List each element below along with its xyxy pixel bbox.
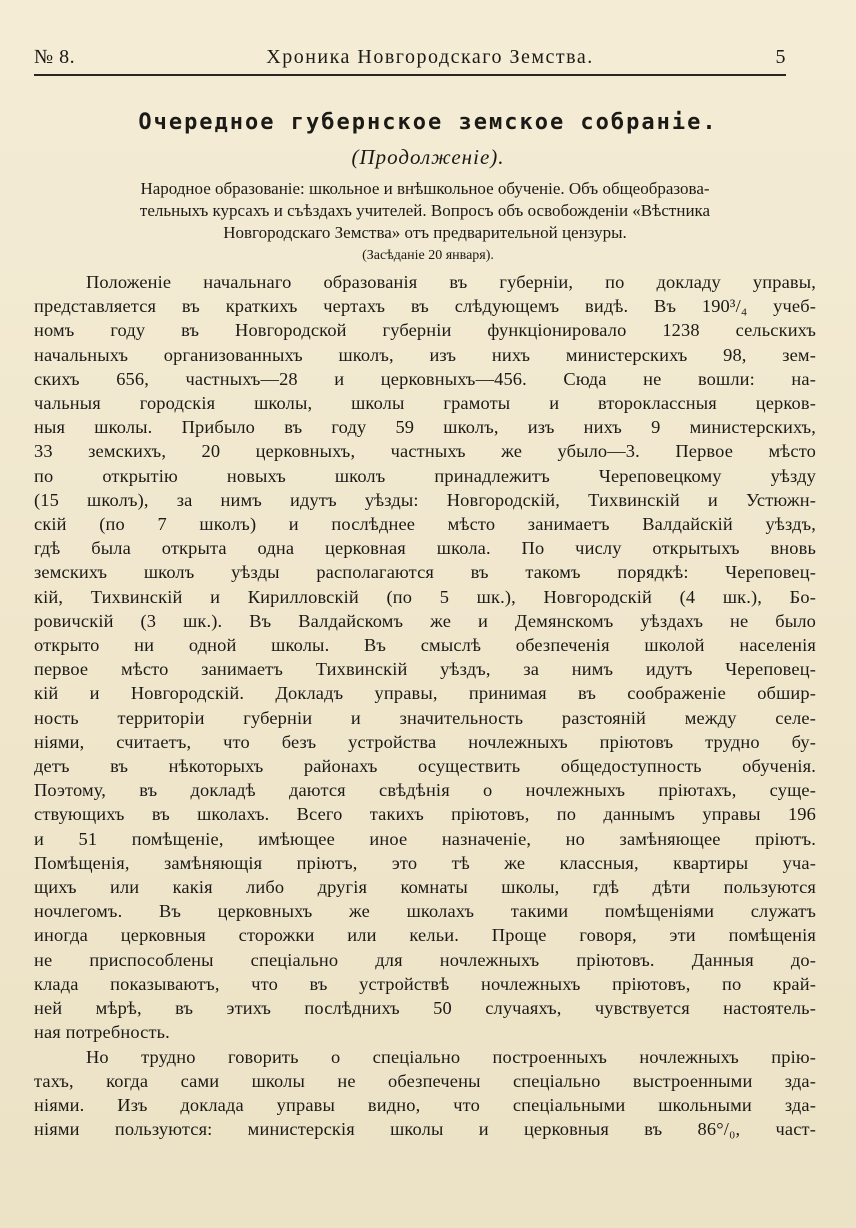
article-title: Очередное губернское земское собранiе. bbox=[138, 110, 718, 135]
text-line: гдѣ была открыта одна церковная школа. По числу открытыхъ вновь bbox=[34, 538, 816, 559]
text-line: ровичскiй (3 шк.). Въ Валдайскомъ же и Демянскомъ уѣздахъ не было bbox=[34, 610, 816, 631]
article-body bbox=[34, 270, 816, 1141]
text-line: щихъ или какiя либо другiя комнаты школы, гдѣ дѣти пользуются bbox=[34, 877, 816, 898]
text-line: Поэтому, въ докладѣ даются свѣдѣнiя о ночлежныхъ прiютахъ, суще- bbox=[34, 780, 816, 801]
text-line: первое мѣсто занимаетъ Тихвинскiй уѣздъ, за нимъ идутъ Череповец- bbox=[34, 659, 816, 680]
text-line: открыто ни одной школы. Въ смыслѣ обезпеченiя школой населенiя bbox=[34, 635, 816, 656]
text-line: тахъ, когда сами школы не обезпечены спецiально выстроенными зда- bbox=[34, 1070, 816, 1091]
text-line: чальныя городскiя школы, школы грамоты и второклассныя церков- bbox=[34, 393, 816, 414]
issue-number: № 8. bbox=[34, 45, 76, 68]
text-line: скихъ 656, частныхъ—28 и церковныхъ—456. Сюда не вошли: на- bbox=[34, 368, 816, 389]
session-date: (Засѣданiе 20 января). bbox=[362, 248, 494, 263]
text-line: и 51 помѣщенiе, имѣющее иное назначенiе, но замѣняющее прiютъ. bbox=[34, 828, 816, 849]
article-summary bbox=[34, 178, 816, 244]
running-header bbox=[34, 40, 786, 76]
text-line: ная потребность. bbox=[34, 1022, 170, 1043]
paragraph bbox=[34, 270, 816, 1045]
text-line: ствующихъ въ школахъ. Всего такихъ прiютовъ, по даннымъ управы 196 bbox=[34, 804, 816, 825]
text-line: по открытiю новыхъ школъ принадлежитъ Череповецкому уѣзду bbox=[34, 465, 816, 486]
text-line: Но трудно говорить о спецiально построенныхъ ночлежныхъ прiю- bbox=[86, 1046, 816, 1067]
summary-line: Народное образованiе: школьное и внѣшкольное обученiе. Объ общеобразова- bbox=[140, 179, 710, 198]
text-line: ночлегомъ. Въ церковныхъ же школахъ такими помѣщенiями служатъ bbox=[34, 901, 816, 922]
summary-line: Новгородскаго Земства» отъ предварительной цензуры. bbox=[223, 223, 627, 242]
text-line: (15 школъ), за нимъ идутъ уѣзды: Новгородскiй, Тихвинскiй и Устюжн- bbox=[34, 489, 816, 510]
text-line: представляется въ краткихъ чертахъ въ слѣдующемъ видѣ. Въ 190³/₄ учеб- bbox=[34, 296, 816, 317]
text-line: не приспособлены спецiально для ночлежныхъ прiютовъ. Данныя до- bbox=[34, 949, 816, 970]
text-line: ность территорiи губернiи и значительность разстоянiй между селе- bbox=[34, 707, 816, 728]
summary-line: тельныхъ курсахъ и съѣздахъ учителей. Вопросъ объ освобожденiи «Вѣстника bbox=[139, 201, 711, 220]
text-line: начальныхъ организованныхъ школъ, изъ нихъ министерскихъ 98, зем- bbox=[34, 344, 816, 365]
page-number: 5 bbox=[775, 45, 786, 68]
journal-title: Хроника Новгородскаго Земства. bbox=[266, 45, 594, 68]
article-subtitle: (Продолженiе). bbox=[351, 145, 505, 169]
text-line: нiями, считаетъ, что безъ устройства ночлежныхъ прiютовъ трудно бу- bbox=[34, 731, 816, 752]
text-line: скiй (по 7 школъ) и послѣднее мѣсто занимаетъ Валдайскiй уѣздъ, bbox=[34, 514, 816, 535]
text-line: кiй и Новгородскiй. Докладъ управы, принимая въ соображенiе обшир- bbox=[34, 683, 816, 704]
paragraph bbox=[34, 1045, 816, 1142]
text-line: кiй, Тихвинскiй и Кирилловскiй (по 5 шк.), Новгородскiй (4 шк.), Бо- bbox=[34, 586, 816, 607]
text-line: номъ году въ Новгородской губернiи функцiонировало 1238 сельскихъ bbox=[34, 320, 816, 341]
text-line: детъ въ нѣкоторыхъ районахъ осуществить общедоступность обученiя. bbox=[34, 756, 816, 777]
text-line: ней мѣрѣ, въ этихъ послѣднихъ 50 случаяхъ, чувствуется настоятель- bbox=[34, 998, 816, 1019]
text-line: Помѣщенiя, замѣняющiя прiютъ, это тѣ же классныя, квартиры уча- bbox=[34, 852, 816, 873]
text-line: земскихъ школъ уѣзды располагаются въ такомъ порядкѣ: Череповец- bbox=[34, 562, 816, 583]
text-line: иногда церковныя сторожки или кельи. Проще говоря, эти помѣщенiя bbox=[34, 925, 816, 946]
text-line: нiями пользуются: министерскiя школы и церковныя въ 86°/₀, част- bbox=[34, 1119, 816, 1140]
text-line: ныя школы. Прибыло въ году 59 школъ, изъ нихъ 9 министерскихъ, bbox=[34, 417, 816, 438]
text-line: Положенiе начальнаго образованiя въ губернiи, по докладу управы, bbox=[86, 272, 816, 292]
text-line: нiями. Изъ доклада управы видно, что спецiальными школьными зда- bbox=[34, 1094, 816, 1115]
text-line: 33 земскихъ, 20 церковныхъ, частныхъ же убыло—3. Первое мѣсто bbox=[34, 441, 816, 462]
text-line: клада показываютъ, что въ устройствѣ ночлежныхъ прiютовъ, по край- bbox=[34, 973, 816, 994]
